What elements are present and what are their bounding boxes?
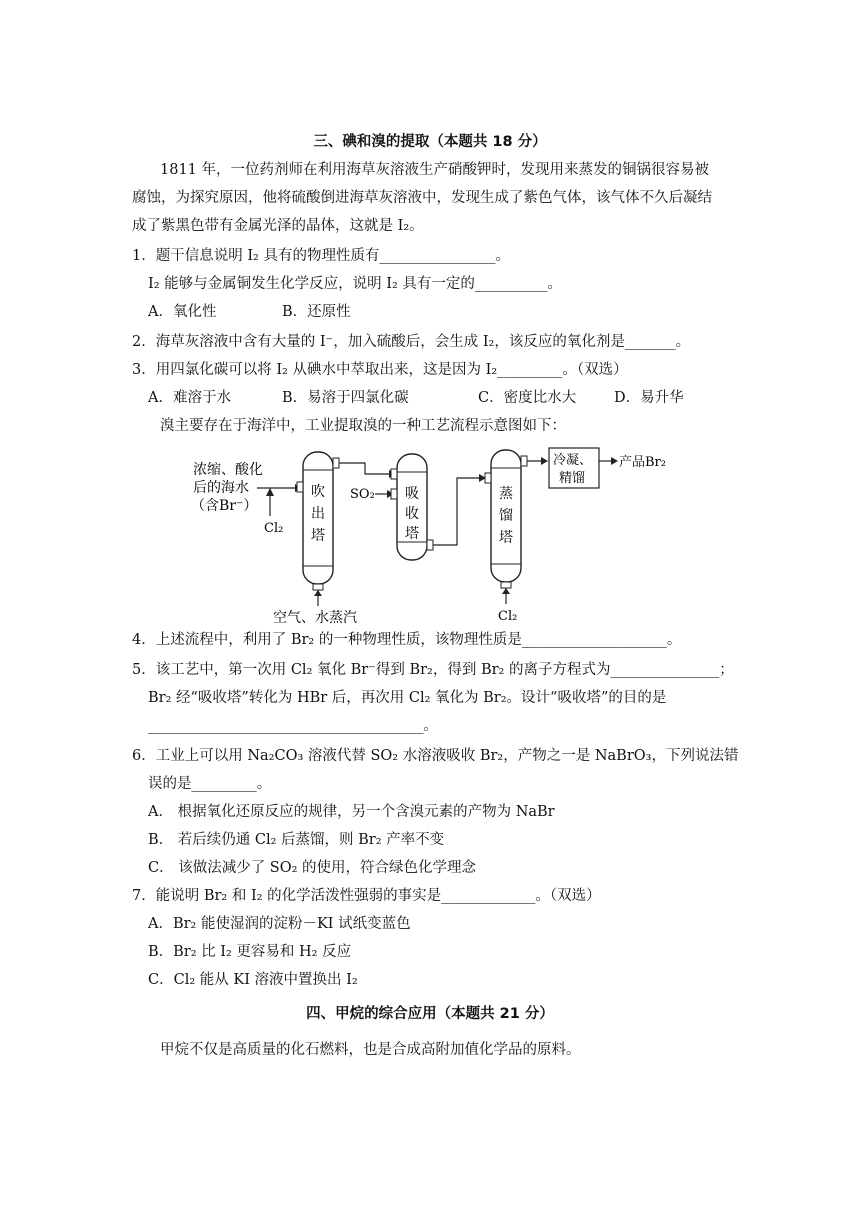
tower-blowout (297, 452, 339, 590)
question-7-option-a: A．Br₂ 能使湿润的淀粉－KI 试纸变蓝色 (148, 916, 411, 932)
question-6-b: 误的是_________。 (148, 776, 272, 792)
tower3-char-1: 蒸 (499, 486, 513, 502)
cl2-left-label: Cl₂ (264, 521, 284, 536)
air-steam-label: 空气、水蒸汽 (273, 610, 357, 624)
section3-heading: 三、碘和溴的提取（本题共 18 分） (313, 134, 547, 150)
question-7-option-b: B．Br₂ 比 I₂ 更容易和 H₂ 反应 (148, 944, 352, 960)
cl2-bottom-label: Cl₂ (498, 609, 518, 624)
tower3-char-2: 馏 (499, 508, 513, 524)
section4-intro: 甲烷不仅是高质量的化石燃料，也是合成高附加值化学品的原料。 (160, 1042, 581, 1058)
so2-label: SO₂ (350, 487, 375, 502)
question-3: 3．用四氯化碳可以将 I₂ 从碘水中萃取出来，这是因为 I₂_________。（双选） (132, 362, 628, 378)
section4-heading: 四、甲烷的综合应用（本题共 21 分） (306, 1006, 554, 1022)
tower2-char-1: 吸 (405, 486, 419, 502)
question-3-option-c: C．密度比水大 (478, 390, 577, 406)
box-label-line-2: 精馏 (559, 471, 586, 486)
question-4: 4．上述流程中，利用了 Br₂ 的一种物理性质，该物理性质是____________________。 (132, 632, 682, 648)
product-label: 产品Br₂ (619, 455, 666, 470)
question-7-option-c: C．Cl₂ 能从 KI 溶液中置换出 I₂ (148, 972, 358, 988)
intro-line-3: 成了紫黑色带有金属光泽的晶体，这就是 I₂。 (132, 218, 424, 234)
question-6-a: 6．工业上可以用 Na₂CO₃ 溶液代替 SO₂ 水溶液吸收 Br₂，产物之一是 NaBrO₃，下列说法错 (132, 748, 739, 764)
bromine-process-diagram (185, 444, 685, 624)
question-7: 7．能说明 Br₂ 和 I₂ 的化学活泼性强弱的事实是_____________。（双选） (132, 888, 601, 904)
arrow-air-icon (314, 590, 322, 596)
tower3-char-3: 塔 (499, 530, 513, 546)
arrow-product-icon (611, 457, 618, 465)
question-1-a: 1．题干信息说明 I₂ 具有的物理性质有________________。 (132, 248, 510, 264)
question-5-b: Br₂ 经“吸收塔”转化为 HBr 后，再次用 Cl₂ 氧化为 Br₂。设计“吸收塔”的目的是 (148, 690, 667, 706)
question-3-option-a: A．难溶于水 (148, 390, 231, 406)
tower2-char-3: 塔 (405, 526, 419, 542)
question-3-option-d: D．易升华 (614, 390, 684, 406)
tower-absorption (391, 454, 433, 560)
arrow-cl2-left-icon (266, 488, 274, 496)
feed-label-line-3: （含Br⁻） (191, 498, 258, 514)
feed-label-line-1: 浓缩、酸化 (193, 462, 263, 478)
tower1-char-3: 塔 (311, 528, 325, 544)
question-3-option-b: B．易溶于四氯化碳 (282, 390, 409, 406)
question-6-option-c: C． 该做法减少了 SO₂ 的使用，符合绿色化学理念 (148, 860, 477, 876)
feed-label-line-2: 后的海水 (193, 480, 249, 496)
question-1-option-b: B．还原性 (282, 304, 351, 320)
bromine-intro: 溴主要存在于海洋中，工业提取溴的一种工艺流程示意图如下： (160, 418, 566, 434)
tower1-char-1: 吹 (311, 484, 325, 500)
intro-line-2: 腐蚀，为探究原因，他将硫酸倒进海草灰溶液中，发现生成了紫色气体，该气体不久后凝结 (132, 190, 712, 206)
question-6-option-b: B． 若后续仍通 Cl₂ 后蒸馏，则 Br₂ 产率不变 (148, 832, 445, 848)
question-1-option-a: A．氧化性 (148, 304, 217, 320)
arrow-cl2-bottom-icon (502, 588, 510, 594)
box-label-line-1: 冷凝、 (553, 453, 593, 468)
question-5-a: 5．该工艺中，第一次用 Cl₂ 氧化 Br⁻得到 Br₂，得到 Br₂ 的离子方程式为_______________； (132, 662, 734, 678)
question-1-b: I₂ 能够与金属铜发生化学反应，说明 I₂ 具有一定的__________。 (148, 276, 562, 292)
question-2: 2．海草灰溶液中含有大量的 I⁻，加入硫酸后，会生成 I₂，该反应的氧化剂是_______。 (132, 334, 691, 350)
intro-line-1: 1811 年，一位药剂师在利用海草灰溶液生产硝酸钾时，发现用来蒸发的铜锅很容易被 (160, 162, 710, 178)
tower1-char-2: 出 (311, 506, 325, 522)
tower2-char-2: 收 (405, 506, 419, 522)
question-6-option-a: A． 根据氧化还原反应的规律，另一个含溴元素的产物为 NaBr (148, 804, 555, 820)
arrow-t3-box-icon (541, 457, 548, 465)
tower-distillation (485, 450, 527, 588)
question-5-c: ______________________________________。 (148, 718, 438, 734)
